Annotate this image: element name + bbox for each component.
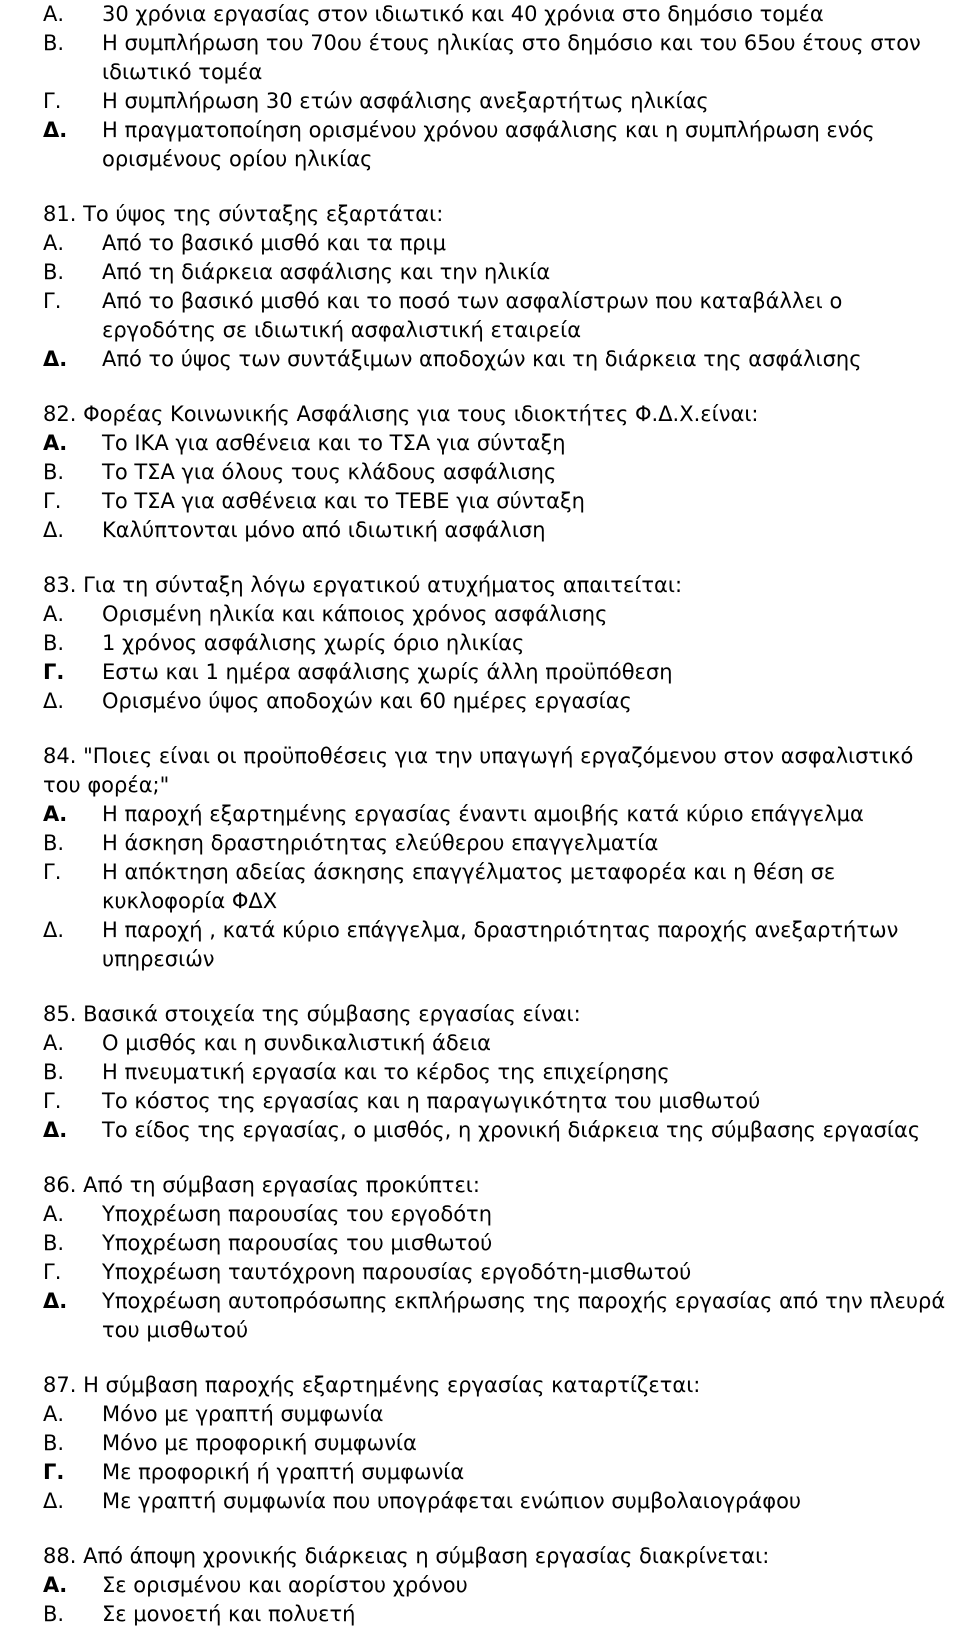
answer-option [43, 829, 960, 858]
answer-option [43, 1429, 960, 1458]
answer-option [43, 687, 960, 716]
question-text: 88. Από άποψη χρονικής διάρκειας η σύμβαση εργασίας διακρίνεται: [43, 1544, 770, 1568]
option-letter: Β. [43, 1602, 65, 1626]
answer-option [43, 87, 960, 116]
option-letter: Β. [43, 1060, 65, 1084]
question-spacer [43, 1345, 960, 1371]
option-text: Το ΤΣΑ για ασθένεια και το ΤΕΒΕ για σύνταξη [102, 489, 585, 513]
question-spacer [43, 974, 960, 1000]
option-text: Το κόστος της εργασίας και η παραγωγικότητα του μισθωτού [102, 1089, 761, 1113]
option-text: Το ΤΣΑ για όλους τους κλάδους ασφάλισης [102, 460, 557, 484]
option-text: 30 χρόνια εργασίας στον ιδιωτικό και 40 χρόνια στο δημόσιο τομέα [102, 2, 824, 26]
option-letter: Δ. [43, 518, 65, 542]
option-letter: Δ. [43, 118, 68, 142]
answer-option [43, 1116, 960, 1145]
option-letter: Δ. [43, 689, 65, 713]
answer-option [43, 116, 960, 174]
option-letter: Γ. [43, 1460, 65, 1484]
answer-option [43, 229, 960, 258]
answer-option [43, 487, 960, 516]
option-letter: Γ. [43, 1089, 62, 1113]
option-text: Η συμπλήρωση 30 ετών ασφάλισης ανεξαρτήτως ηλικίας [102, 89, 709, 113]
option-text: Η παροχή , κατά κύριο επάγγελμα, δραστηριότητας παροχής ανεξαρτήτων υπηρεσιών [102, 918, 899, 971]
option-text: Υποχρέωση παρουσίας του εργοδότη [102, 1202, 493, 1226]
option-letter: Β. [43, 260, 65, 284]
option-letter: Γ. [43, 489, 62, 513]
option-letter: Γ. [43, 1260, 62, 1284]
option-text: Η πραγματοποίηση ορισμένου χρόνου ασφάλισης και η συμπλήρωση ενός ορισμένους ορίου ηλικίας [102, 118, 875, 171]
answer-option [43, 1600, 960, 1629]
question-spacer [43, 1145, 960, 1171]
option-text: Το ΙΚΑ για ασθένεια και το ΤΣΑ για σύνταξη [102, 431, 566, 455]
option-letter: Β. [43, 631, 65, 655]
option-text: Καλύπτονται μόνο από ιδιωτική ασφάλιση [102, 518, 546, 542]
answer-option [43, 800, 960, 829]
answer-option [43, 1400, 960, 1429]
answer-option [43, 1287, 960, 1345]
answer-option [43, 858, 960, 916]
option-text: Ο μισθός και η συνδικαλιστική άδεια [102, 1031, 491, 1055]
option-letter: Γ. [43, 89, 62, 113]
option-text: Ορισμένο ύψος αποδοχών και 60 ημέρες εργασίας [102, 689, 632, 713]
question-text: 85. Βασικά στοιχεία της σύμβασης εργασίας είναι: [43, 1002, 581, 1026]
answer-option [43, 29, 960, 87]
question-block [43, 1371, 960, 1516]
option-letter: Α. [43, 802, 68, 826]
answer-option [43, 429, 960, 458]
option-letter: Α. [43, 1573, 68, 1597]
answer-option [43, 1571, 960, 1600]
option-text: Υποχρέωση ταυτόχρονη παρουσίας εργοδότη-μισθωτού [102, 1260, 692, 1284]
option-letter: Β. [43, 1231, 65, 1255]
option-text: Το είδος της εργασίας, ο μισθός, η χρονική διάρκεια της σύμβασης εργασίας [102, 1118, 921, 1142]
question-block [43, 1542, 960, 1629]
option-letter: Δ. [43, 1289, 68, 1313]
option-text: Σε μονοετή και πολυετή [102, 1602, 356, 1626]
option-letter: Β. [43, 460, 65, 484]
answer-option [43, 0, 960, 29]
question-spacer [43, 174, 960, 200]
answer-option [43, 1087, 960, 1116]
question-block [43, 0, 960, 174]
answer-option [43, 600, 960, 629]
option-letter: Α. [43, 231, 65, 255]
answer-option [43, 458, 960, 487]
option-text: Μόνο με προφορική συμφωνία [102, 1431, 417, 1455]
option-letter: Α. [43, 1031, 65, 1055]
answer-option [43, 1258, 960, 1287]
option-text: 1 χρόνος ασφάλισης χωρίς όριο ηλικίας [102, 631, 525, 655]
question-text: 84. "Ποιες είναι οι προϋποθέσεις για την υπαγωγή εργαζόμενου στον ασφαλιστικό του φορέα;" [43, 744, 914, 797]
answer-option [43, 287, 960, 345]
question-text: 81. Το ύψος της σύνταξης εξαρτάται: [43, 202, 444, 226]
option-text: Η άσκηση δραστηριότητας ελεύθερου επαγγελματία [102, 831, 659, 855]
option-letter: Β. [43, 31, 65, 55]
answer-option [43, 1058, 960, 1087]
option-letter: Α. [43, 1202, 65, 1226]
option-text: Η πνευματική εργασία και το κέρδος της επιχείρησης [102, 1060, 670, 1084]
answer-option [43, 1200, 960, 1229]
question-block [43, 1171, 960, 1345]
option-letter: Α. [43, 602, 65, 626]
option-text: Από το βασικό μισθό και το ποσό των ασφαλίστρων που καταβάλλει ο εργοδότης σε ιδιωτική ασφαλιστική εταιρεία [102, 289, 843, 342]
question-spacer [43, 374, 960, 400]
option-letter: Β. [43, 831, 65, 855]
answer-option [43, 658, 960, 687]
option-text: Η συμπλήρωση του 70ου έτους ηλικίας στο δημόσιο και του 65ου έτους στον ιδιωτικό τομέα [102, 31, 921, 84]
option-text: Η παροχή εξαρτημένης εργασίας έναντι αμοιβής κατά κύριο επάγγελμα [102, 802, 864, 826]
answer-option [43, 1487, 960, 1516]
question-text: 86. Από τη σύμβαση εργασίας προκύπτει: [43, 1173, 480, 1197]
question-spacer [43, 716, 960, 742]
option-letter: Β. [43, 1431, 65, 1455]
option-text: Υποχρέωση αυτοπρόσωπης εκπλήρωσης της παροχής εργασίας από την πλευρά του μισθωτού [102, 1289, 946, 1342]
option-text: Ορισμένη ηλικία και κάποιος χρόνος ασφάλισης [102, 602, 608, 626]
answer-option [43, 516, 960, 545]
question-spacer [43, 545, 960, 571]
answer-option [43, 1458, 960, 1487]
option-text: Η απόκτηση αδείας άσκησης επαγγέλματος μεταφορέα και η θέση σε κυκλοφορία ΦΔΧ [102, 860, 836, 913]
option-text: Από το ύψος των συντάξιμων αποδοχών και τη διάρκεια της ασφάλισης [102, 347, 862, 371]
question-block [43, 200, 960, 374]
option-letter: Δ. [43, 347, 68, 371]
answer-option [43, 1229, 960, 1258]
question-text: 82. Φορέας Κοινωνικής Ασφάλισης για τους ιδιοκτήτες Φ.Δ.Χ.είναι: [43, 402, 759, 426]
question-text: 87. Η σύμβαση παροχής εξαρτημένης εργασίας καταρτίζεται: [43, 1373, 701, 1397]
answer-option [43, 345, 960, 374]
option-text: Από τη διάρκεια ασφάλισης και την ηλικία [102, 260, 551, 284]
option-letter: Δ. [43, 918, 65, 942]
option-text: Σε ορισμένου και αορίστου χρόνου [102, 1573, 468, 1597]
option-text: Με γραπτή συμφωνία που υπογράφεται ενώπιον συμβολαιογράφου [102, 1489, 802, 1513]
question-spacer [43, 1516, 960, 1542]
answer-option [43, 916, 960, 974]
option-letter: Γ. [43, 660, 65, 684]
question-block [43, 1000, 960, 1145]
option-letter: Γ. [43, 860, 62, 884]
option-text: Μόνο με γραπτή συμφωνία [102, 1402, 384, 1426]
option-letter: Γ. [43, 289, 62, 313]
answer-option [43, 258, 960, 287]
option-letter: Α. [43, 1402, 65, 1426]
option-text: Με προφορική ή γραπτή συμφωνία [102, 1460, 465, 1484]
question-block [43, 400, 960, 545]
answer-option [43, 629, 960, 658]
option-text: Από το βασικό μισθό και τα πριμ [102, 231, 447, 255]
option-text: Υποχρέωση παρουσίας του μισθωτού [102, 1231, 493, 1255]
answer-option [43, 1029, 960, 1058]
option-letter: Δ. [43, 1118, 68, 1142]
option-text: Εστω και 1 ημέρα ασφάλισης χωρίς άλλη προϋπόθεση [102, 660, 673, 684]
option-letter: Δ. [43, 1489, 65, 1513]
question-text: 83. Για τη σύνταξη λόγω εργατικού ατυχήματος απαιτείται: [43, 573, 683, 597]
question-block [43, 742, 960, 974]
option-letter: Α. [43, 2, 65, 26]
option-letter: Α. [43, 431, 68, 455]
question-block [43, 571, 960, 716]
